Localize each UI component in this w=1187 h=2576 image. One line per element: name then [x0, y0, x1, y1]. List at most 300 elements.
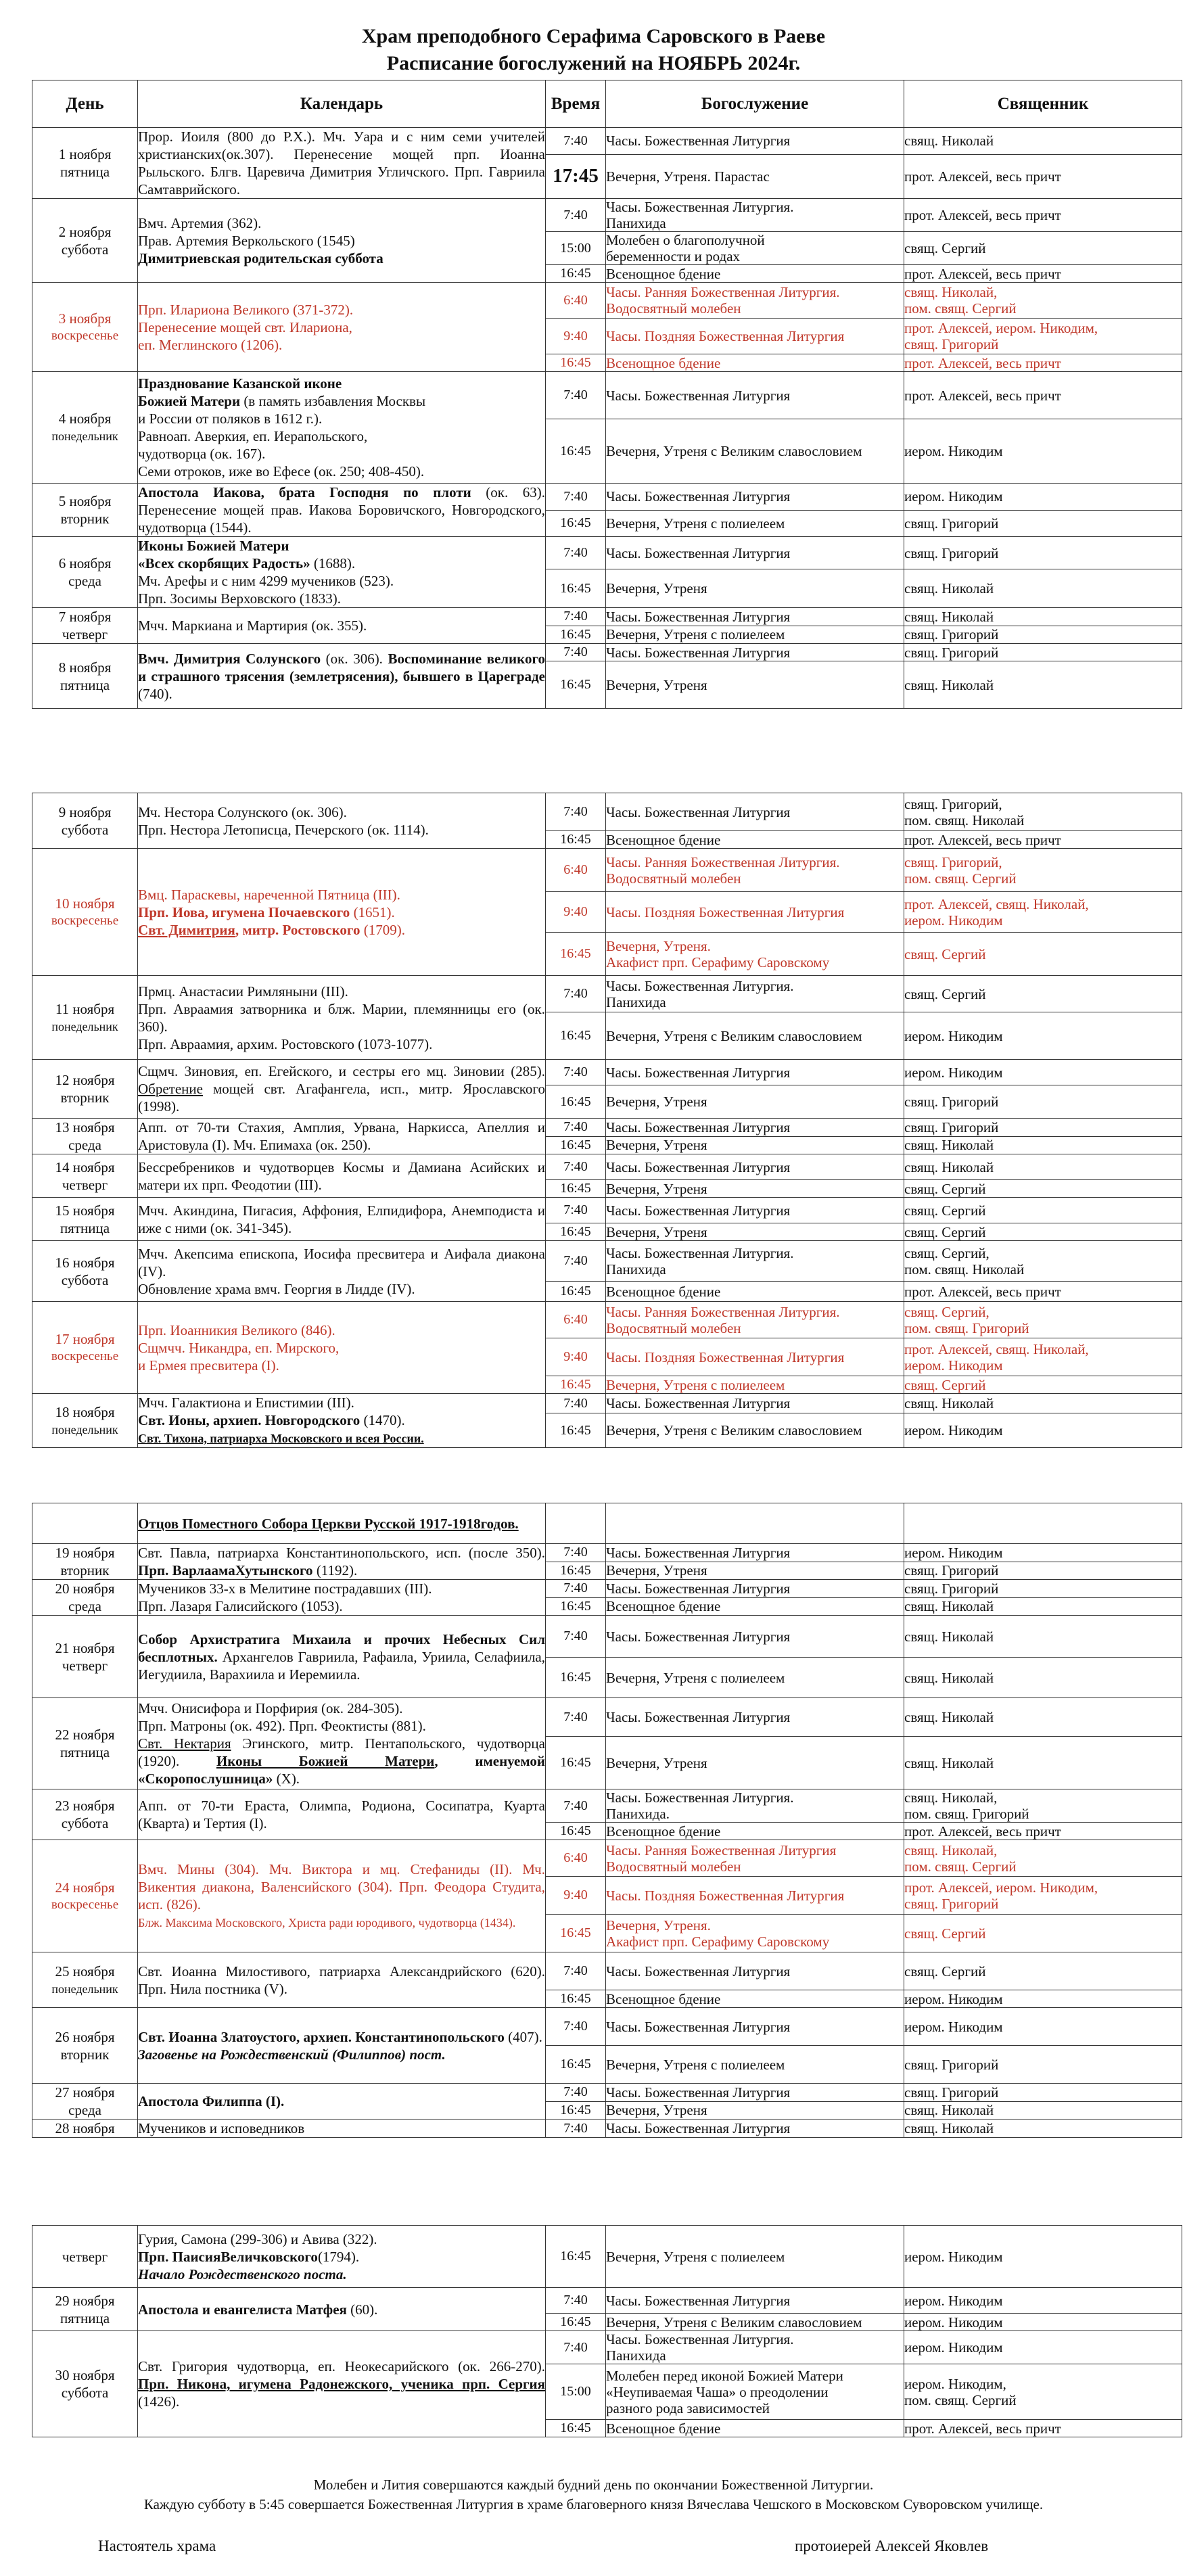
service-line: Часы. Поздняя Божественная Литургия [606, 1887, 845, 1904]
calendar-line [138, 319, 545, 336]
service-name [606, 644, 904, 661]
service-time: 16:45 [546, 626, 606, 644]
service-name [606, 537, 904, 569]
service-time: 7:40 [546, 1698, 606, 1737]
calendar-text: чудотворца (ок. 167). [138, 446, 266, 462]
calendar-text: , митр. Ростовского [235, 921, 360, 938]
schedule-row [32, 484, 1182, 511]
priest-name [904, 1840, 1182, 1877]
calendar-text: Вмц. Параскевы, нареченной Пятница (III). [138, 886, 400, 903]
calendar-line [138, 886, 545, 904]
priest-name [904, 1658, 1182, 1698]
calendar-text: Прп. Нестора Летописца, Печерского (ок. 1114). [138, 821, 429, 838]
service-name [606, 2120, 904, 2138]
service-name [606, 1823, 904, 1840]
service-line: Вечерня, Утреня с полиелеем [606, 1376, 785, 1393]
service-time: 16:45 [546, 1413, 606, 1448]
day-cell [32, 1698, 138, 1789]
priest-line: свящ. Николай [904, 133, 994, 149]
service-name [606, 283, 904, 319]
service-time: 7:40 [546, 199, 606, 232]
calendar-text: (1651). [350, 904, 395, 920]
schedule-row [32, 1544, 1182, 1562]
day-cell [32, 2226, 138, 2288]
day-date: 24 ноября [55, 1879, 115, 1896]
calendar-line [138, 590, 545, 607]
day-cell [32, 2008, 138, 2084]
day-date: 12 ноября [55, 1072, 115, 1088]
service-name [606, 1544, 904, 1562]
calendar-line [138, 375, 545, 392]
calendar-text: Вмч. Димитрия Солунского [138, 650, 321, 667]
calendar-text: (X). [273, 1771, 300, 1787]
page-title: Храм преподобного Серафима Саровского в Раеве [361, 25, 826, 47]
calendar-line [138, 2028, 545, 2046]
service-name [606, 2364, 904, 2420]
day-date: 11 ноября [55, 1000, 115, 1017]
priest-line: свящ. Сергий [904, 945, 986, 962]
service-time: 7:40 [546, 1241, 606, 1282]
calendar-text: Свт. Нектария [138, 1735, 231, 1752]
service-line: Часы. Божественная Литургия [606, 803, 791, 820]
rector-label: Настоятель храма [98, 2537, 216, 2554]
day-weekday: вторник [60, 511, 110, 527]
calendar-line [138, 2358, 545, 2410]
calendar-cell [138, 1789, 546, 1840]
calendar-line [138, 1202, 545, 1237]
service-line: Вечерня, Утреня с полиелеем [606, 2056, 785, 2073]
priest-line: свящ. Николай [904, 1137, 994, 1154]
calendar-cell [138, 1580, 546, 1616]
service-line: Вечерня, Утреня [606, 676, 707, 693]
priest-name [904, 510, 1182, 537]
calendar-text: Вмч. Мины (304). Мч. Виктора и мц. Стефаниды (II). Мч. Викентия диакона, Валенсийского (304). Прп. Феодора Студита, исп. (826). [138, 1861, 545, 1913]
calendar-line [138, 214, 545, 232]
service-name [606, 976, 904, 1012]
day-weekday: суббота [61, 2385, 109, 2401]
calendar-text: и России от поляков в 1612 г.). [138, 411, 323, 427]
service-name [606, 1737, 904, 1789]
priest-line: иером. Никодим, [904, 2375, 1006, 2392]
calendar-cell [138, 1503, 546, 1544]
priest-name [904, 608, 1182, 626]
page-subtitle: Расписание богослужений на НОЯБРЬ 2024г. [386, 52, 801, 74]
service-name [606, 2288, 904, 2314]
service-name [606, 1952, 904, 1990]
priest-line: прот. Алексей, иером. Никодим, [904, 1879, 1098, 1896]
service-name [606, 2314, 904, 2331]
priest-line: свящ. Григорий [904, 1580, 999, 1597]
calendar-line [138, 2092, 545, 2110]
priest-line: пом. свящ. Николай [904, 812, 1025, 828]
service-name [606, 2084, 904, 2102]
priest-line: прот. Алексей, иером. Никодим, [904, 320, 1098, 336]
priest-line: свящ. Николай [904, 2102, 994, 2119]
calendar-line [138, 1913, 545, 1931]
priest-name [904, 2120, 1182, 2138]
calendar-text: Прп. Иова, игумена Почаевского [138, 904, 350, 920]
service-line: Часы. Божественная Литургия [606, 1580, 791, 1597]
service-time: 6:40 [546, 1302, 606, 1338]
priest-name [904, 1789, 1182, 1823]
calendar-text: Мчч. Онисифора и Порфирия (ок. 284-305). [138, 1700, 403, 1716]
priest-line: прот. Алексей, весь причт [904, 207, 1061, 223]
calendar-text: Перенесение мощей свт. Илариона, [138, 319, 352, 335]
day-cell [32, 1060, 138, 1119]
calendar-line [138, 427, 545, 445]
service-name [606, 1597, 904, 1616]
calendar-text: (1709). [360, 921, 405, 938]
priest-line: пом. свящ. Сергий [904, 300, 1017, 317]
calendar-cell [138, 484, 546, 537]
service-time: 16:45 [546, 569, 606, 608]
priest-name [904, 1376, 1182, 1394]
service-name [606, 933, 904, 976]
service-name [606, 372, 904, 419]
calendar-text: Свт. Ионы, архиеп. Новгородского [138, 1412, 360, 1428]
priest-name [904, 1180, 1182, 1198]
calendar-text: Семи отроков, иже во Ефесе (ок. 250; 408-450). [138, 463, 425, 479]
priest-name [904, 2226, 1182, 2288]
schedule-row [32, 537, 1182, 569]
priest-name [904, 199, 1182, 232]
service-line: Вечерня, Утреня [606, 580, 707, 597]
priest-name [904, 1823, 1182, 1840]
service-name [606, 626, 904, 644]
priest-name [904, 1544, 1182, 1562]
day-cell [32, 2120, 138, 2138]
schedule-row [32, 128, 1182, 155]
service-time: 16:45 [546, 933, 606, 976]
service-name [606, 154, 904, 198]
priest-column-header: Священник [904, 80, 1182, 128]
calendar-line [138, 921, 545, 939]
day-date: 18 ноября [55, 1403, 115, 1420]
service-time: 16:45 [546, 1562, 606, 1580]
service-time: 16:45 [546, 1136, 606, 1154]
service-name [606, 661, 904, 709]
priest-line: иером. Никодим [904, 1064, 1003, 1081]
day-cell [32, 1154, 138, 1198]
calendar-text: Сщмч. Зиновия, еп. Егейского, и сестры его мц. Зиновии (285). [138, 1063, 545, 1079]
day-cell [32, 2288, 138, 2331]
priest-line: иером. Никодим [904, 443, 1003, 459]
priest-line: иером. Никодим [904, 1422, 1003, 1439]
priest-line: прот. Алексей, весь причт [904, 265, 1061, 282]
service-time: 16:45 [546, 1658, 606, 1698]
service-time: 7:40 [546, 1789, 606, 1823]
priest-name [904, 2420, 1182, 2437]
priest-name [904, 644, 1182, 661]
day-date: 29 ноября [55, 2292, 115, 2309]
schedule-row [32, 1952, 1182, 1990]
priest-line: прот. Алексей, весь причт [904, 1823, 1061, 1840]
calendar-line [138, 537, 545, 555]
service-line: Часы. Божественная Литургия. [606, 199, 794, 215]
schedule-row [32, 793, 1182, 831]
day-column-header: День [32, 80, 138, 128]
service-line: Вечерня, Утреня с полиелеем [606, 515, 785, 532]
priest-name [904, 1877, 1182, 1915]
calendar-cell [138, 1198, 546, 1241]
service-name [606, 1223, 904, 1241]
calendar-text: Отцов Поместного Собора Церкви Русской 1917-1918годов. [138, 1515, 519, 1532]
priest-name [904, 283, 1182, 319]
service-time: 16:45 [546, 1915, 606, 1952]
priest-line: свящ. Григорий [904, 626, 999, 643]
calendar-text: Мучеников 33-х в Мелитине пострадавших (III). [138, 1580, 432, 1597]
service-time: 16:45 [546, 2101, 606, 2120]
service-name [606, 484, 904, 511]
day-weekday: вторник [60, 1090, 110, 1106]
service-time: 16:45 [546, 1012, 606, 1060]
priest-line: пом. свящ. Сергий [904, 870, 1017, 887]
calendar-cell [138, 1698, 546, 1789]
priest-line: свящ. Сергий [904, 1376, 986, 1393]
service-line: Вечерня, Утреня с полиелеем [606, 2248, 785, 2265]
day-cell [32, 1580, 138, 1616]
priest-line: прот. Алексей, весь причт [904, 387, 1061, 404]
service-time: 7:40 [546, 1952, 606, 1990]
day-date: 17 ноября [55, 1330, 115, 1347]
day-cell [32, 608, 138, 644]
day-weekday: суббота [61, 241, 109, 258]
service-name [606, 1840, 904, 1877]
service-time: 16:45 [546, 1223, 606, 1241]
priest-name [904, 319, 1182, 354]
service-name [606, 419, 904, 484]
service-name [606, 569, 904, 608]
service-name [606, 2331, 904, 2364]
calendar-text: Равноап. Аверкия, еп. Иерапольского, [138, 428, 368, 444]
service-line: Часы. Божественная Литургия [606, 2292, 791, 2309]
priest-line: свящ. Николай [904, 1709, 994, 1725]
calendar-cell [138, 1952, 546, 2008]
service-line: Часы. Поздняя Божественная Литургия [606, 1349, 845, 1365]
priest-name [904, 2046, 1182, 2084]
service-name [606, 1154, 904, 1180]
service-time: 7:40 [546, 1394, 606, 1413]
service-time: 16:45 [546, 354, 606, 372]
day-date: 19 ноября [55, 1545, 115, 1561]
calendar-text: Свт. Димитрия [138, 921, 235, 938]
calendar-cell [138, 1394, 546, 1448]
day-weekday: пятница [60, 676, 110, 693]
day-date: 25 ноября [55, 1963, 115, 1980]
schedule-row [32, 1302, 1182, 1338]
priest-name [904, 128, 1182, 155]
service-line: Всенощное бдение [606, 1598, 721, 1615]
calendar-cell [138, 2120, 546, 2138]
priest-name [904, 1580, 1182, 1598]
calendar-text: мощей свт. Агафангела, исп., митр. Ярославского (1998). [138, 1081, 545, 1115]
service-time: 16:45 [546, 1376, 606, 1394]
day-weekday: воскресенье [51, 913, 119, 928]
priest-name [904, 2084, 1182, 2102]
service-line: Вечерня, Утреня [606, 1754, 707, 1771]
priest-line: прот. Алексей, весь причт [904, 831, 1061, 848]
day-date: 28 ноября [55, 2120, 115, 2136]
calendar-text: (1192). [312, 1562, 358, 1578]
calendar-line [138, 232, 545, 250]
service-line: Часы. Божественная Литургия. [606, 1244, 794, 1261]
calendar-line [138, 821, 545, 839]
service-time: 15:00 [546, 2364, 606, 2420]
service-line: Часы. Поздняя Божественная Литургия [606, 328, 845, 344]
service-time: 7:40 [546, 1154, 606, 1180]
priest-name [904, 537, 1182, 569]
day-date: 3 ноября [58, 310, 112, 327]
service-name [606, 1241, 904, 1282]
calendar-line [138, 336, 545, 354]
service-line: Вечерня, Утреня с Великим славословием [606, 2314, 862, 2331]
service-line: Вечерня, Утреня. [606, 937, 711, 954]
calendar-text: Заговенье на Рождественский (Филиппов) пост. [138, 2046, 446, 2063]
calendar-cell [138, 2288, 546, 2331]
calendar-text: Начало Рождественского поста. [138, 2266, 347, 2282]
calendar-line [138, 463, 545, 480]
schedule-table-part-3 [32, 1503, 1182, 2138]
priest-line: свящ. Николай [904, 676, 994, 693]
calendar-text: Мучеников и исповедников [138, 2120, 305, 2136]
service-name [606, 1658, 904, 1698]
schedule-row [32, 1154, 1182, 1180]
calendar-line [138, 803, 545, 821]
priest-line: пом. свящ. Николай [904, 1261, 1025, 1278]
day-date: 5 ноября [58, 493, 112, 509]
calendar-line [138, 2120, 545, 2137]
service-name [606, 1060, 904, 1085]
calendar-text: Собор Архистратига Михаила и прочих Небесных Сил бесплотных. [138, 1631, 545, 1665]
calendar-text: Свт. Иоанна Милостивого, патриарха Александрийского (620). Прп. Нила постника (V). [138, 1963, 545, 1997]
calendar-line [138, 445, 545, 463]
priest-line: иером. Никодим [904, 2018, 1003, 2035]
calendar-line [138, 1394, 545, 1411]
priest-line: свящ. Сергий [904, 1180, 986, 1197]
day-cell [32, 1616, 138, 1698]
service-name [606, 1282, 904, 1302]
schedule-row [32, 849, 1182, 892]
service-name [606, 1915, 904, 1952]
priest-line: иером. Никодим [904, 1544, 1003, 1561]
priest-name [904, 661, 1182, 709]
day-date: 21 ноября [55, 1639, 115, 1656]
service-line: Часы. Божественная Литургия [606, 1963, 791, 1980]
calendar-line [138, 1035, 545, 1053]
service-name [606, 1376, 904, 1394]
calendar-cell [138, 849, 546, 976]
priest-line: иером. Никодим [904, 2248, 1003, 2265]
priest-name [904, 1915, 1182, 1952]
service-time: 7:40 [546, 793, 606, 831]
schedule-table-part-1 [32, 80, 1182, 709]
priest-name [904, 2288, 1182, 2314]
calendar-column-header: Календарь [138, 80, 546, 128]
priest-line: свящ. Сергий [904, 1202, 986, 1219]
priest-line: свящ. Николай [904, 1395, 994, 1412]
schedule-row [32, 1840, 1182, 1877]
calendar-text: Мчч. Галактиона и Епистимии (III). [138, 1395, 354, 1411]
priest-line: прот. Алексей, весь причт [904, 2420, 1061, 2437]
calendar-cell [138, 537, 546, 608]
schedule-row [32, 608, 1182, 626]
footer-note-saturday: Каждую субботу в 5:45 совершается Божественная Литургия в храме благоверного князя Вячеслава Чешского в Московском Суворовском училище. [143, 2496, 1044, 2512]
service-line: Часы. Ранняя Божественная Литургия [606, 1842, 837, 1858]
service-time: 9:40 [546, 1338, 606, 1376]
day-date: 1 ноября [58, 146, 112, 162]
priest-line: свящ. Григорий [904, 1562, 999, 1579]
calendar-text: Апостола Филиппа (I). [138, 2093, 285, 2109]
day-date: 23 ноября [55, 1798, 115, 1814]
day-date: 6 ноября [58, 555, 112, 571]
service-line: Молебен перед иконой Божией Матери [606, 2367, 843, 2384]
calendar-text: Прор. Иоиля (800 до Р.Х.). Мч. Уара и с ним семи учителей христианских(ок.307). Перенесение мощей прп. Иоанна Рыльского. Блгв. Царевича Димитрия Угличского. Прп. Гавриила Самтаврийского. [138, 128, 545, 197]
priest-name [904, 484, 1182, 511]
schedule-row [32, 1198, 1182, 1223]
service-line: Вечерня, Утреня с полиелеем [606, 626, 785, 643]
day-weekday: воскресенье [51, 1349, 119, 1363]
calendar-line [138, 1411, 545, 1429]
priest-line: свящ. Сергий [904, 985, 986, 1002]
priest-line: свящ. Николай [904, 1598, 994, 1615]
service-name [606, 1136, 904, 1154]
service-line: Часы. Божественная Литургия. [606, 2331, 794, 2347]
priest-name [904, 232, 1182, 265]
day-cell [32, 484, 138, 537]
calendar-line [138, 1429, 545, 1447]
time-column-header: Время [546, 80, 606, 128]
calendar-text: (в память избавления Москвы [240, 393, 426, 409]
service-line: Часы. Божественная Литургия [606, 133, 791, 149]
priest-line: свящ. Николай [904, 1158, 994, 1175]
day-date: 13 ноября [55, 1119, 115, 1135]
calendar-text: «Всех скорбящих Радость» [138, 555, 310, 571]
service-line: Вечерня, Утреня [606, 1137, 707, 1154]
calendar-text: (60). [346, 2301, 378, 2318]
priest-line: иером. Никодим [904, 2292, 1003, 2309]
calendar-line [138, 1000, 545, 1035]
calendar-line [138, 1860, 545, 1913]
day-cell [32, 793, 138, 849]
calendar-line [138, 555, 545, 572]
calendar-cell [138, 1616, 546, 1698]
day-cell [32, 1394, 138, 1448]
day-date: 7 ноября [58, 609, 112, 625]
priest-line: прот. Алексей, весь причт [904, 1283, 1061, 1300]
service-name [606, 831, 904, 849]
service-time: 7:40 [546, 976, 606, 1012]
calendar-text: Апп. от 70-ти Стахия, Амплия, Урвана, Наркисса, Апеллия и Аристовула (I). Мч. Епимаха (ок. 250). [138, 1119, 545, 1153]
calendar-line [138, 2046, 545, 2063]
priest-line: свящ. Николай, [904, 1842, 998, 1858]
service-line: Вечерня, Утреня [606, 1223, 707, 1240]
service-time: 7:40 [546, 537, 606, 569]
service-line: Всенощное бдение [606, 1823, 721, 1840]
service-line: Всенощное бдение [606, 831, 721, 848]
priest-line: иером. Никодим [904, 2314, 1003, 2331]
calendar-cell [138, 976, 546, 1060]
calendar-text: Прмц. Анастасии Римляныни (III). [138, 983, 348, 1000]
calendar-text: Свт. Григория чудотворца, еп. Неокесарийского (ок. 266-270). [138, 2358, 545, 2374]
service-line: Вечерня, Утреня [606, 2102, 707, 2119]
schedule-row [32, 1789, 1182, 1823]
day-cell [32, 644, 138, 709]
service-time: 9:40 [546, 892, 606, 933]
service-name [606, 2420, 904, 2437]
priest-line: свящ. Григорий [904, 1094, 999, 1110]
service-name [606, 128, 904, 155]
day-cell [32, 1503, 138, 1544]
